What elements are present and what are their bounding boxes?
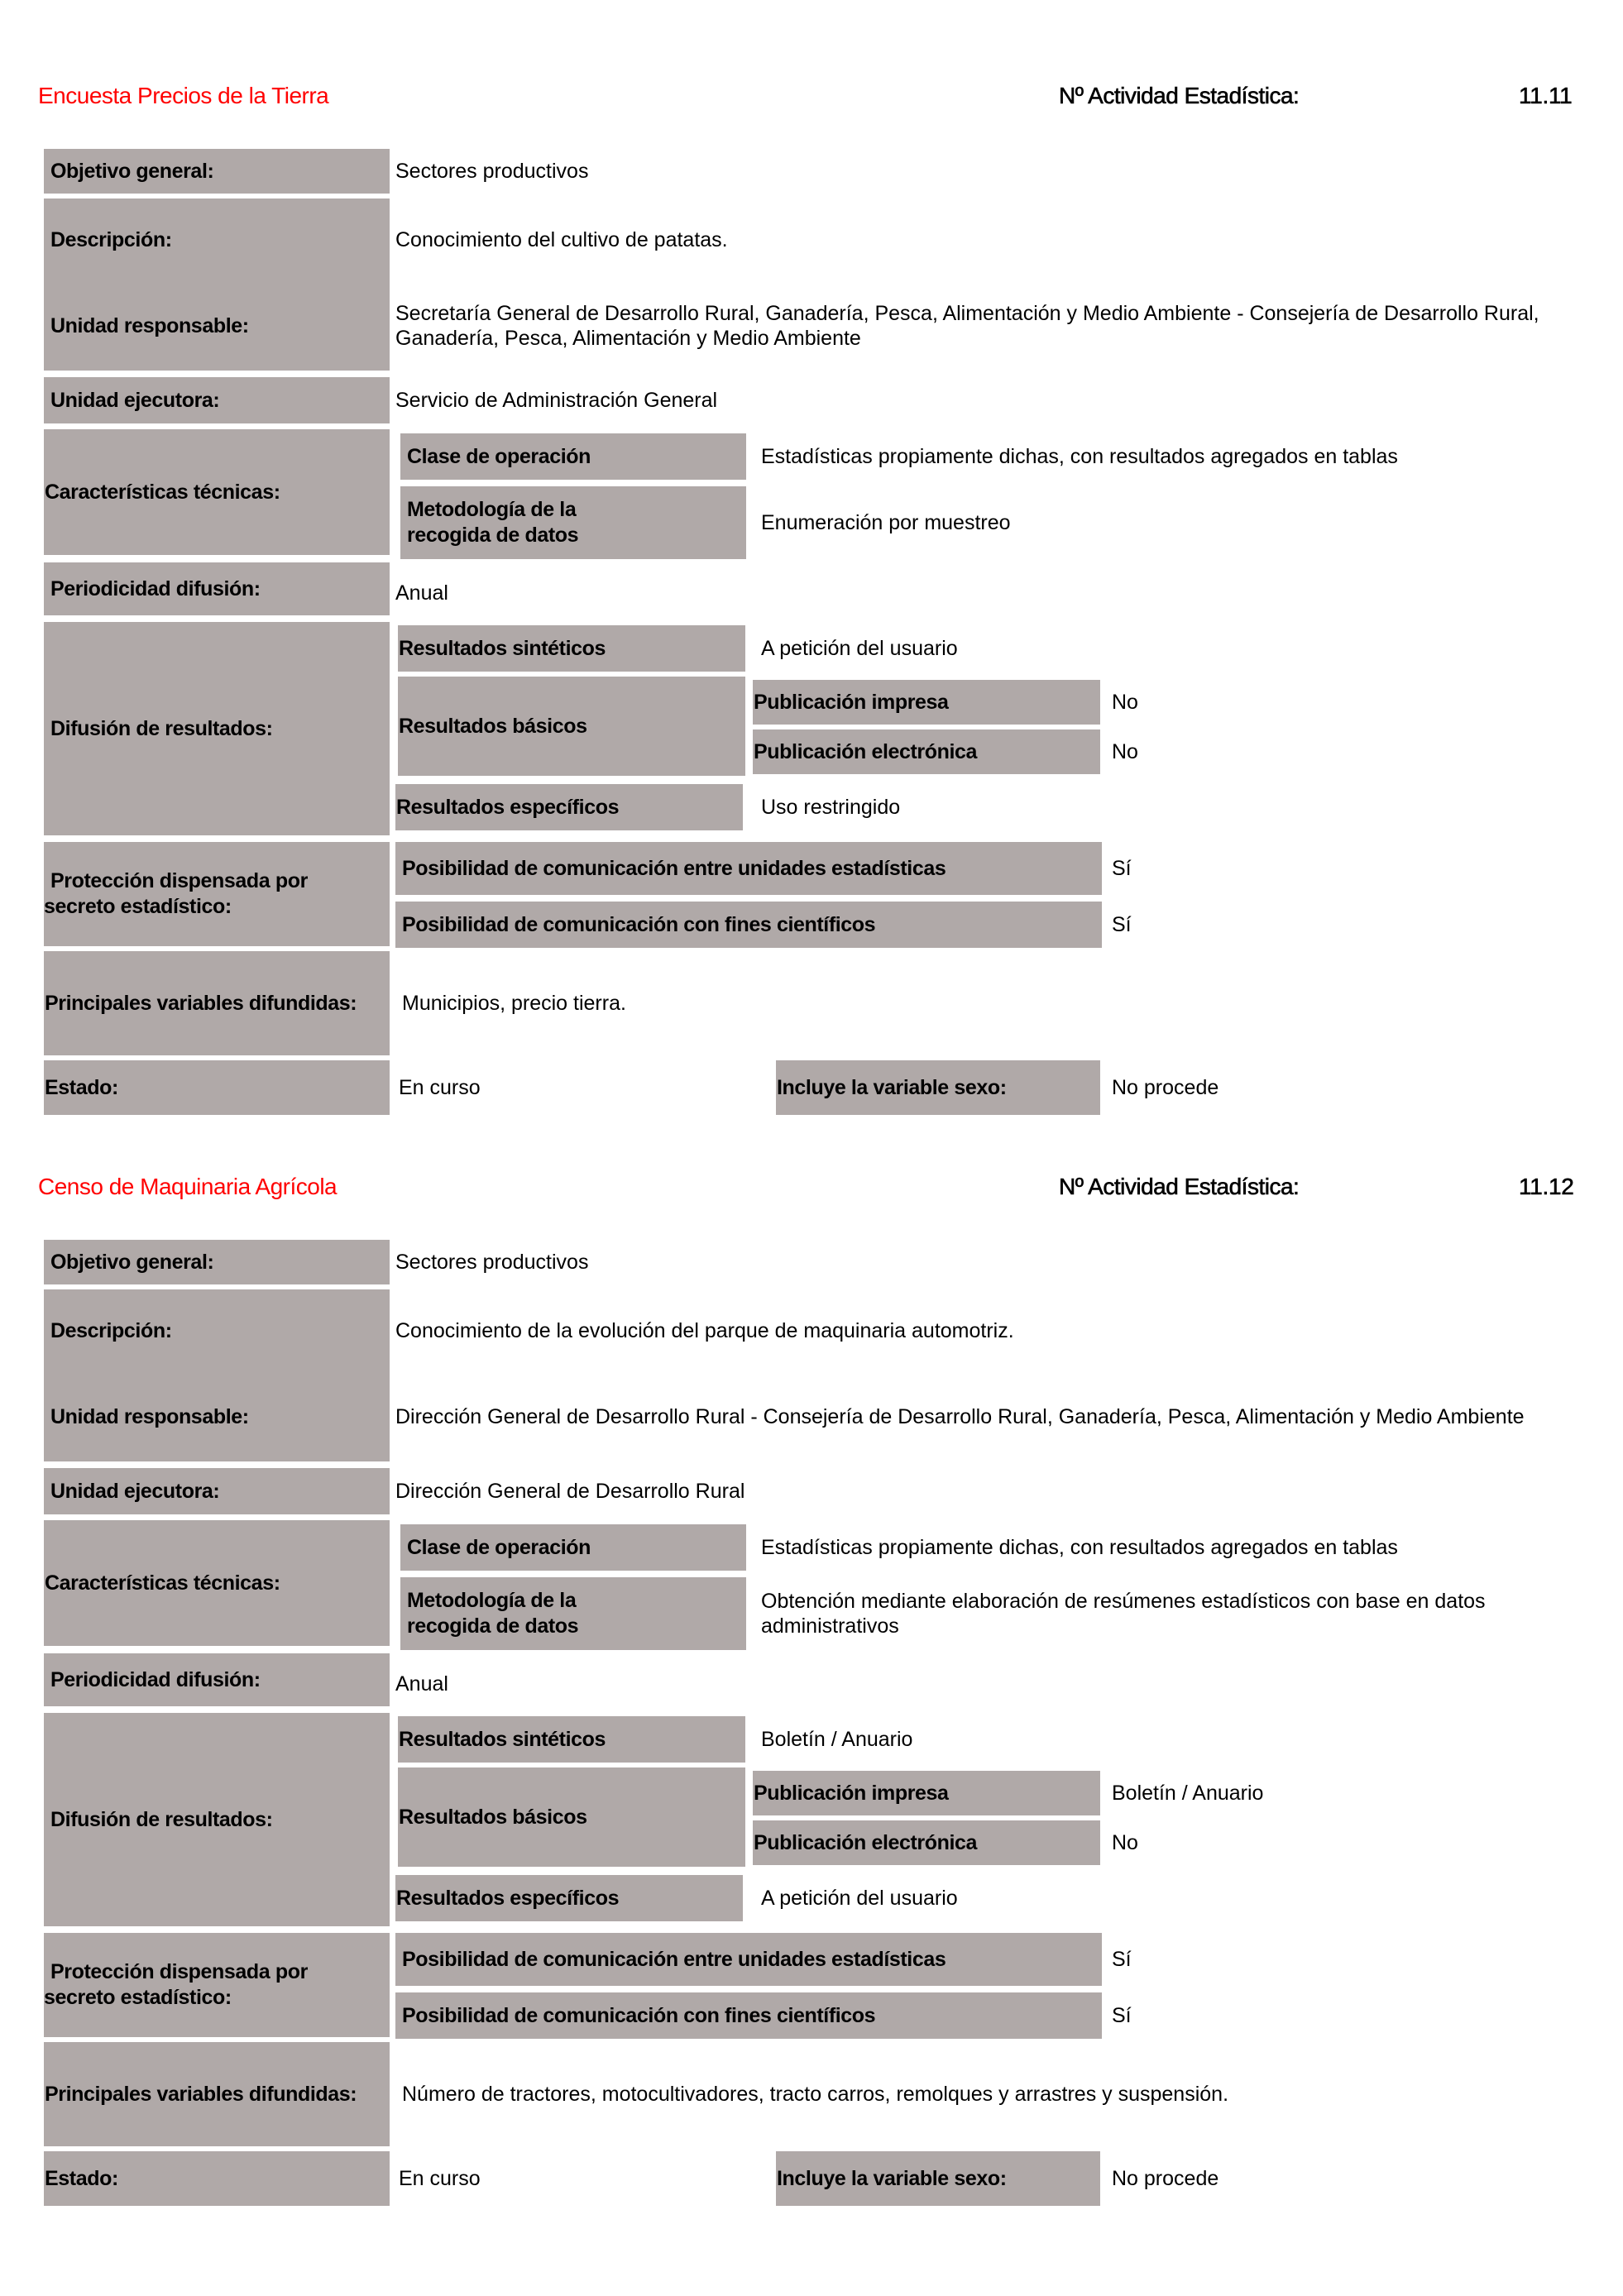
metodologia-label: Metodología de la recogida de datos [400,486,581,559]
especificos-value: A petición del usuario [761,1887,958,1910]
metodologia-value: Enumeración por muestreo [761,511,1011,534]
incluye-sexo-label: Incluye la variable sexo: [776,1060,1100,1115]
estado-value: En curso [399,2167,481,2190]
unidad-ejecutora-value: Dirección General de Desarrollo Rural [395,1480,745,1503]
unidad-ejecutora-label: Unidad ejecutora: [44,1468,390,1514]
pub-impresa-value: No [1112,691,1138,714]
posib-cientificos-value: Sí [1112,913,1132,936]
activity-number: 11.12 [1519,1174,1574,1199]
posib-unidades-value: Sí [1112,1948,1132,1971]
posib-cientificos-label: Posibilidad de comunicación con fines científicos [395,902,1102,948]
difusion-label: Difusión de resultados: [44,622,390,835]
activity-block [0,0,1623,1100]
descripcion-label: Descripción: [44,199,390,281]
principales-value: Número de tractores, motocultivadores, tracto carros, remolques y arrastres y suspensión. [402,2083,1229,2106]
basicos-label: Resultados básicos [398,677,745,776]
posib-unidades-label: Posibilidad de comunicación entre unidades estadísticas [395,842,1102,895]
metodologia-value: Obtención mediante elaboración de resúmenes estadísticos con base en datos administrativos [761,1590,1486,1638]
posib-cientificos-label: Posibilidad de comunicación con fines científicos [395,1992,1102,2039]
sinteticos-value: Boletín / Anuario [761,1728,913,1751]
periodicidad-value: Anual [395,1672,448,1696]
incluye-sexo-label: Incluye la variable sexo: [776,2151,1100,2206]
especificos-value: Uso restringido [761,796,901,819]
metodologia-label-bg [579,1577,746,1650]
metodologia-label: Metodología de la recogida de datos [400,1577,581,1650]
incluye-sexo-value: No procede [1112,2167,1219,2190]
proteccion-text: Protección dispensada por secreto estadístico: [44,869,308,918]
principales-value: Municipios, precio tierra. [402,992,626,1015]
objetivo-label: Objetivo general: [44,1240,390,1284]
descripcion-value: Conocimiento del cultivo de patatas. [395,228,728,251]
sinteticos-value: A petición del usuario [761,637,958,660]
sinteticos-label: Resultados sintéticos [398,625,745,672]
pub-impresa-label: Publicación impresa [753,680,1100,725]
especificos-label: Resultados específicos [395,1875,743,1921]
pub-electronica-value: No [1112,740,1138,763]
activity-block [0,1091,1623,2191]
pub-electronica-label: Publicación electrónica [753,1820,1100,1865]
unidad-responsable-value: Secretaría General de Desarrollo Rural, Ganadería, Pesca, Alimentación y Medio Ambiente - Consejería de Desarrollo Rural, Ganadería, Pesca, Alimentación y Medio Ambiente [395,302,1539,350]
posib-unidades-label: Posibilidad de comunicación entre unidades estadísticas [395,1933,1102,1986]
periodicidad-label: Periodicidad difusión: [44,1653,390,1706]
caracteristicas-label: Características técnicas: [44,1520,390,1646]
principales-label: Principales variables difundidas: [44,2042,390,2146]
unidad-responsable-value: Dirección General de Desarrollo Rural - Consejería de Desarrollo Rural, Ganadería, Pesca, Alimentación y Medio Ambiente [395,1405,1525,1428]
caracteristicas-label: Características técnicas: [44,429,390,555]
proteccion-text: Protección dispensada por secreto estadístico: [44,1960,308,2009]
unidad-responsable-label: Unidad responsable: [44,1372,390,1461]
especificos-label: Resultados específicos [395,784,743,830]
estado-label: Estado: [44,2151,390,2206]
metodologia-label-bg [579,486,746,559]
estado-value: En curso [399,1076,481,1099]
proteccion-label [44,842,390,946]
pub-impresa-value: Boletín / Anuario [1112,1782,1264,1805]
objetivo-value: Sectores productivos [395,160,589,183]
clase-operacion-value: Estadísticas propiamente dichas, con resultados agregados en tablas [761,1536,1398,1559]
posib-unidades-value: Sí [1112,857,1132,880]
activity-number-label: Nº Actividad Estadística: [1059,1174,1300,1199]
activity-title: Censo de Maquinaria Agrícola [38,1174,338,1199]
activity-title: Encuesta Precios de la Tierra [38,83,329,108]
incluye-sexo-value: No procede [1112,1076,1219,1099]
objetivo-value: Sectores productivos [395,1251,589,1274]
pub-electronica-value: No [1112,1831,1138,1854]
basicos-label: Resultados básicos [398,1767,745,1867]
pub-impresa-label: Publicación impresa [753,1771,1100,1815]
unidad-ejecutora-label: Unidad ejecutora: [44,377,390,423]
estado-label: Estado: [44,1060,390,1115]
unidad-responsable-label: Unidad responsable: [44,281,390,371]
difusion-label: Difusión de resultados: [44,1713,390,1926]
periodicidad-value: Anual [395,581,448,605]
activity-number-label: Nº Actividad Estadística: [1059,83,1300,108]
clase-operacion-label: Clase de operación [400,433,746,480]
activity-number: 11.11 [1519,83,1573,108]
unidad-ejecutora-value: Servicio de Administración General [395,389,718,412]
descripcion-value: Conocimiento de la evolución del parque de maquinaria automotriz. [395,1319,1014,1342]
pub-electronica-label: Publicación electrónica [753,729,1100,774]
principales-label: Principales variables difundidas: [44,951,390,1055]
clase-operacion-label: Clase de operación [400,1524,746,1571]
descripcion-label: Descripción: [44,1289,390,1372]
posib-cientificos-value: Sí [1112,2004,1132,2027]
proteccion-label [44,1933,390,2037]
sinteticos-label: Resultados sintéticos [398,1716,745,1763]
clase-operacion-value: Estadísticas propiamente dichas, con resultados agregados en tablas [761,445,1398,468]
periodicidad-label: Periodicidad difusión: [44,562,390,615]
objetivo-label: Objetivo general: [44,149,390,194]
